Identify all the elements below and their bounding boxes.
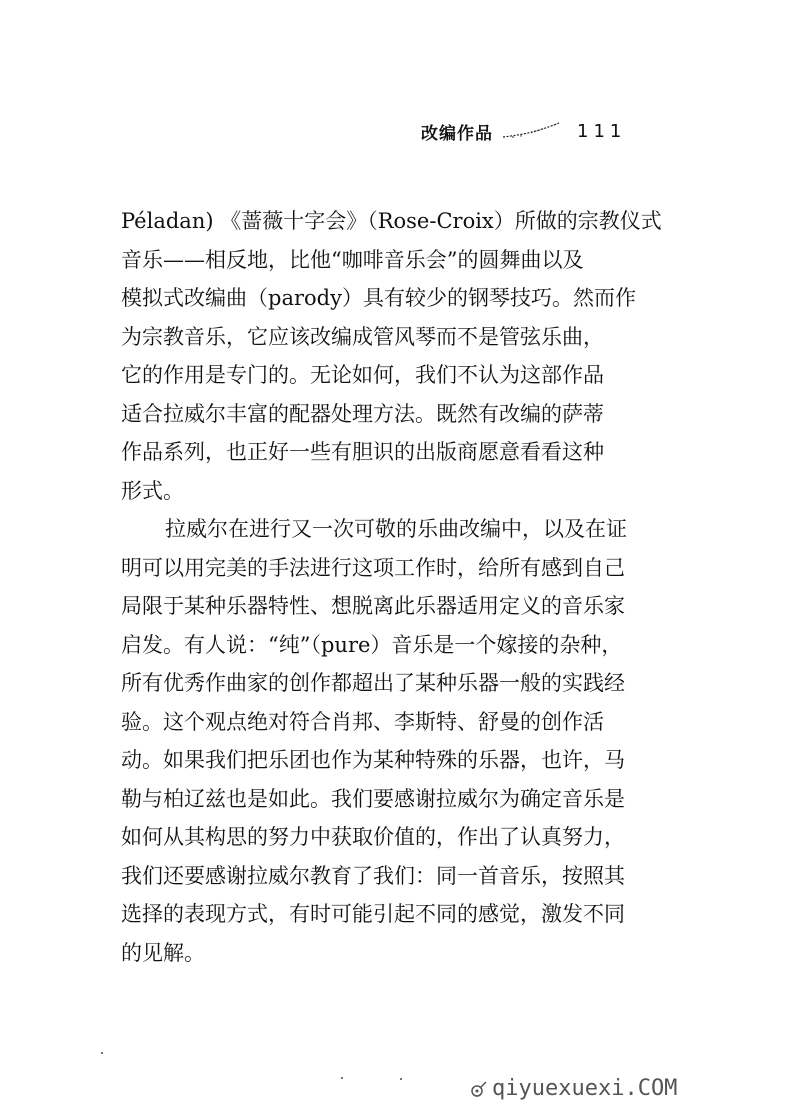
scan-speck <box>101 1052 103 1054</box>
text-line: 勒与柏辽兹也是如此。我们要感谢拉威尔为确定音乐是 <box>121 786 625 811</box>
scan-speck <box>400 1078 402 1080</box>
text-line: 拉威尔在进行又一次可敬的乐曲改编中，以及在证 <box>165 517 627 541</box>
text-line: 为宗教音乐，它应该改编成管风琴而不是管弦乐曲， <box>121 324 604 349</box>
text-line: 它的作用是专门的。无论如何，我们不认为这部作品 <box>121 363 604 387</box>
text-line: 明可以用完美的手法进行这项工作时，给所有感到自己 <box>121 555 625 580</box>
text-line: 形式。 <box>121 478 184 503</box>
text-line: Péladan) 《蔷薇十字会》（Rose-Croix）所做的宗教仪式 <box>121 209 662 233</box>
text-line: 音乐——相反地，比他“咖啡音乐会”的圆舞曲以及 <box>121 247 584 272</box>
text-line: 局限于某种乐器特性、想脱离此乐器适用定义的音乐家 <box>121 594 625 618</box>
text-line: 所有优秀作曲家的创作都超出了某种乐器一般的实践经 <box>121 671 625 695</box>
text-line: 选择的表现方式，有时可能引起不同的感觉，激发不同 <box>121 902 625 926</box>
text-line: 启发。有人说：“纯”（pure）音乐是一个嫁接的杂种， <box>121 632 623 657</box>
text-line: 动。如果我们把乐团也作为某种特殊的乐器，也许，马 <box>121 748 625 772</box>
running-header <box>421 116 626 146</box>
brush-flourish-icon <box>501 121 561 141</box>
site-watermark <box>470 1076 677 1101</box>
text-line: 模拟式改编曲（parody）具有较少的钢琴技巧。然而作 <box>121 286 636 310</box>
chapter-title: 改编作品 <box>421 123 493 144</box>
page-body <box>121 202 691 972</box>
paragraph-1 <box>121 202 691 510</box>
text-line: 适合拉威尔丰富的配器处理方法。既然有改编的萨蒂 <box>121 401 604 426</box>
page-number: 111 <box>577 120 627 142</box>
scan-speck <box>341 1077 343 1079</box>
text-line: 作品系列，也正好一些有胆识的出版商愿意看看这种 <box>121 440 604 464</box>
text-line: 验。这个观点绝对符合肖邦、李斯特、舒曼的创作活 <box>121 709 604 734</box>
paragraph-2 <box>121 510 691 972</box>
text-line: 我们还要感谢拉威尔教育了我们：同一首音乐，按照其 <box>121 863 625 888</box>
text-line: 如何从其构思的努力中获取价值的，作出了认真努力， <box>121 825 625 849</box>
watermark-text: qiyuexuexi.COM <box>492 1076 678 1101</box>
text-line: 的见解。 <box>121 940 205 965</box>
guitar-logo-icon <box>470 1080 488 1098</box>
